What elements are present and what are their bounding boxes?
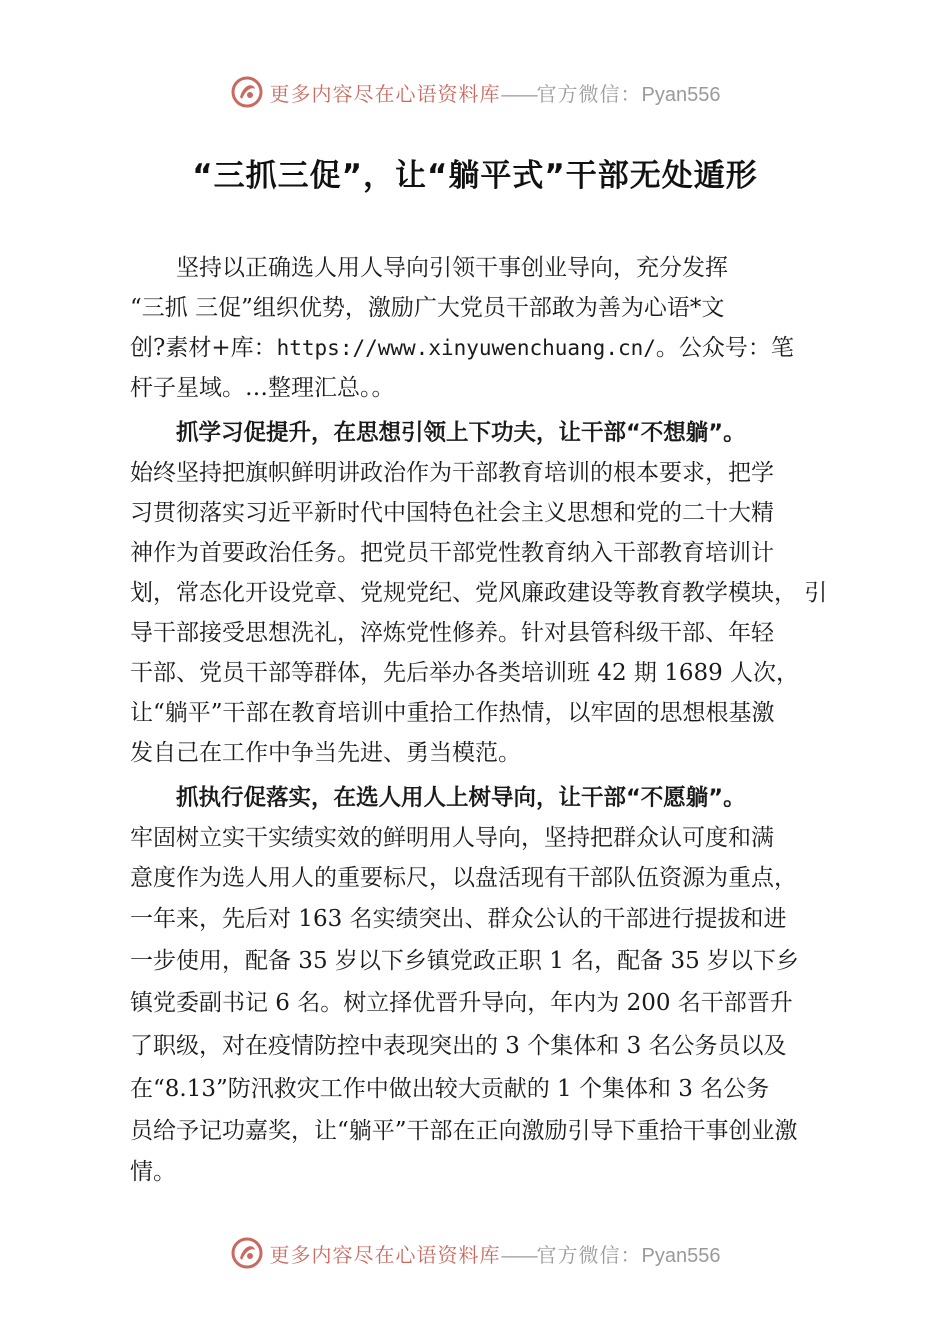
intro-line-text: 创?素材+库：https://www.xinyuwenchuang.cn/。公众号：笔 (130, 335, 794, 361)
section-2-heading: 抓执行促落实，在选人用人上树导向，让干部“不愿躺”。 (176, 785, 746, 811)
section-2-line: 牢固树立实干实绩实效的鲜明用人导向，坚持把群众认可度和满 (130, 825, 774, 851)
brand-logo-icon (230, 75, 264, 109)
section-2-line: 了职级，对在疫情防控中表现突出的 3 个集体和 3 名公务员以及 (130, 1033, 787, 1059)
section-2-line: 镇党委副书记 6 名。树立择优晋升导向，年内为 200 名干部晋升 (130, 990, 793, 1016)
wechat-label: 官方微信： (536, 1242, 642, 1267)
section-1 (130, 413, 830, 773)
banner-text: 更多内容尽在心语资料库 (269, 1242, 501, 1267)
wechat-label: 官方微信： (536, 81, 642, 106)
section-1-line: 干部、党员干部等群体，先后举办各类培训班 42 期 1689 人次， (130, 660, 800, 686)
brand-logo-icon (230, 1236, 264, 1270)
section-1-line: 习贯彻落实习近平新时代中国特色社会主义思想和党的二十大精 (130, 500, 774, 526)
section-2-line: 员给予记功嘉奖，让“躺平”干部在正向激励引导下重拾干事创业激 (130, 1118, 798, 1144)
section-2 (130, 778, 830, 1192)
wechat-id: Pyan556 (641, 1244, 721, 1267)
intro-url: https://www.xinyuwenchuang.cn/ (276, 336, 656, 360)
section-1-line: 始终坚持把旗帜鲜明讲政治作为干部教育培训的根本要求，把学 (130, 460, 774, 486)
wechat-id: Pyan556 (641, 83, 721, 106)
intro-line: 坚持以正确选人用人导向引领干事创业导向，充分发挥 (176, 255, 728, 281)
intro-line (130, 328, 830, 368)
section-1-line: 划，常态化开设党章、党规党纪、党风廉政建设等教育教学模块， 引 (130, 580, 828, 606)
section-2-line: 一年来，先后对 163 名实绩突出、群众公认的干部进行提拔和进 (130, 906, 787, 932)
section-2-line: 情。 (130, 1159, 176, 1185)
section-1-line: 导干部接受思想洗礼，淬炼党性修养。针对县管科级干部、年轻 (130, 620, 774, 646)
section-1-line: 发自己在工作中争当先进、勇当模范。 (130, 740, 521, 766)
banner-dash: —— (500, 1242, 537, 1267)
intro-line: 杆子星域。…整理汇总。。 (130, 375, 395, 401)
section-2-line: 一步使用，配备 35 岁以下乡镇党政正职 1 名，配备 35 岁以下乡 (130, 948, 800, 974)
section-1-line: 让“躺平”干部在教育培训中重拾工作热情，以牢固的思想根基激 (130, 700, 775, 726)
section-2-line: 在“8.13”防汛救灾工作中做出较大贡献的 1 个集体和 3 名公务 (130, 1076, 770, 1102)
intro-line: “三抓 三促”组织优势，激励广大党员干部敢为善为心语*文 (130, 295, 725, 321)
banner-text: 更多内容尽在心语资料库 (269, 81, 501, 106)
footer-banner (0, 1233, 950, 1273)
intro-paragraph (130, 248, 830, 408)
banner-dash: —— (500, 81, 537, 106)
section-1-heading: 抓学习促提升，在思想引领上下功夫，让干部“不想躺”。 (176, 420, 746, 446)
document-title: “三抓三促”，让“躺平式”干部无处遁形 (192, 158, 758, 194)
header-banner (0, 72, 950, 112)
section-2-line: 意度作为选人用人的重要标尺，以盘活现有干部队伍资源为重点， (130, 865, 797, 891)
section-1-line: 神作为首要政治任务。把党员干部党性教育纳入干部教育培训计 (130, 540, 774, 566)
